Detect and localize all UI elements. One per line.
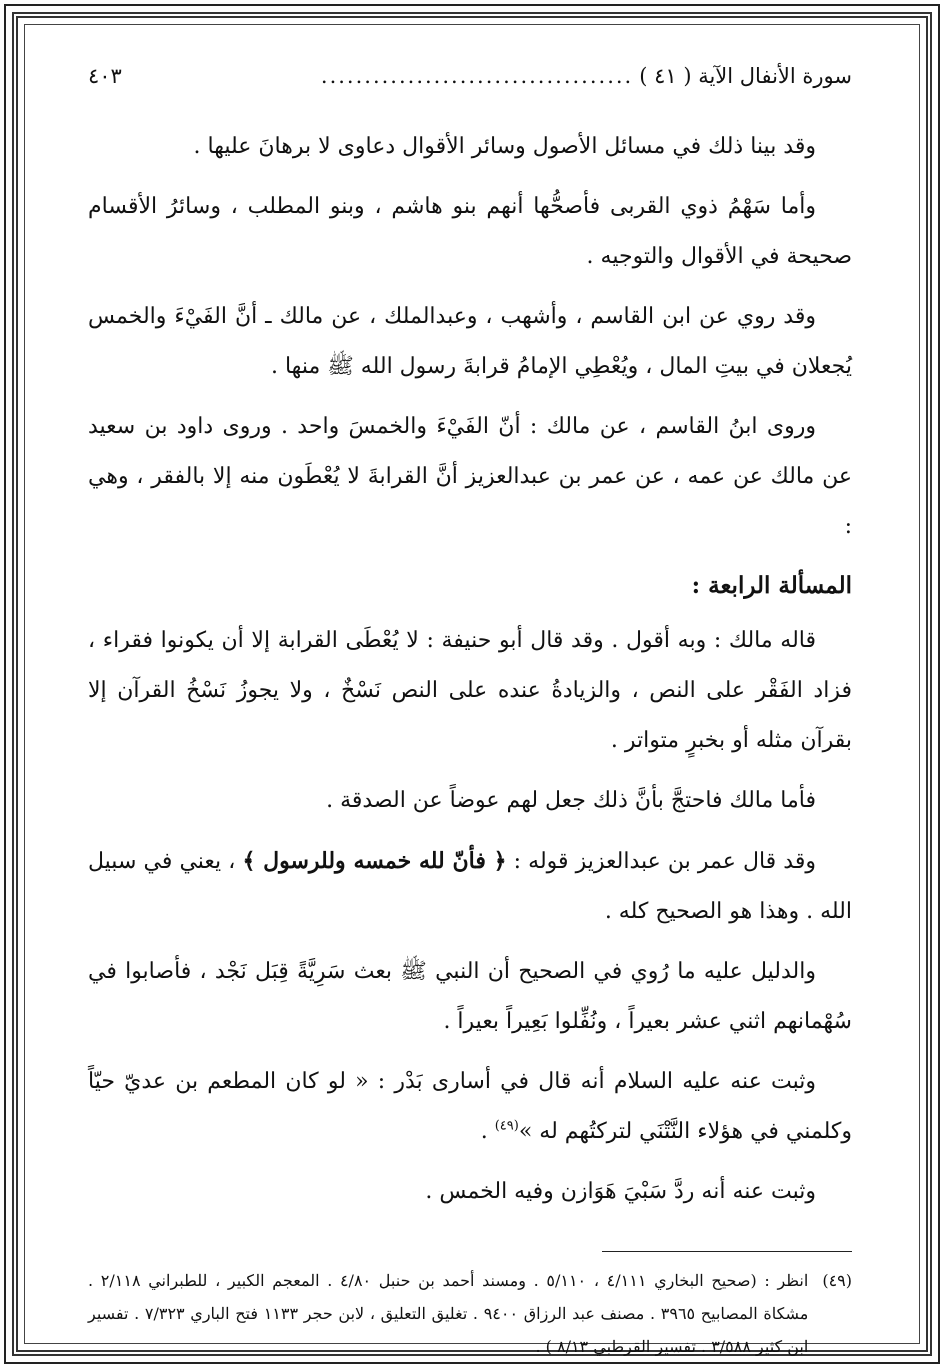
footnote — [88, 1264, 852, 1363]
header-dots: .................................... — [320, 64, 634, 88]
page-number: ٤٠٣ — [88, 64, 122, 88]
quran-intro: وقد قال عمر بن عبدالعزيز قوله : — [506, 849, 816, 874]
quran-outro: ، يعني في سبيل الله . وهذا هو الصحيح كله . — [88, 849, 852, 924]
header-title: سورة الأنفال الآية ( ٤١ ) — [639, 64, 852, 88]
paragraph-1: وقد بينا ذلك في مسائل الأصول وسائر الأقوال دعاوى لا برهانَ عليها . — [193, 134, 816, 159]
footnote-text: انظر : (صحيح البخاري ٤/١١١ ، ٥/١١٠ . ومسند أحمد بن حنبل ٤/٨٠ . المعجم الكبير ، للطبراني ٢/١١٨ . مشكاة المصابيح ٣٩٦٥ . مصنف عبد الرزاق ٩٤٠٠ . تغليق التعليق ، لابن حجر ١١٣٣ فتح الباري ٧/٣٢٣ . تفسير ابن كثير ٣/٥٨٨ . تفسير القرطبي ٨/١٣ ) . — [88, 1271, 809, 1356]
footnote-mark[interactable]: (٤٩) — [494, 1118, 519, 1134]
paragraph-last: وثبت عنه أنه ردَّ سَبْيَ هَوَازن وفيه الخمس . — [425, 1179, 816, 1204]
paragraph-5: قاله مالك : وبه أقول . وقد قال أبو حنيفة : لا يُعْطَى القرابة إلا أن يكونوا فقراء ، فزاد الفَقْر على النص ، والزيادةُ عنده على النص نَسْخٌ ، ولا يجوزُ نَسْخُ القرآن إلا بقرآن مثله أو بخبرٍ متواتر . — [88, 628, 852, 753]
page-content — [88, 56, 852, 1363]
hadith-text: وثبت عنه عليه السلام أنه قال في أسارى بَدْر : « لو كان المطعم بن عديّ حيّاً وكلمني في هؤلاء النَّتْنَي لتركتُهم له » — [88, 1069, 852, 1144]
section-heading: المسألة الرابعة : — [691, 572, 852, 599]
paragraph-quran — [88, 836, 852, 937]
paragraph-7: والدليل عليه ما رُوي في الصحيح أن النبي ﷺ بعث سَرِيَّةً قِبَل نَجْد ، فأصابوا في سُهْمانهم اثني عشر بعيراً ، ونُفِّلوا بَعِيراً بعيراً . — [88, 959, 852, 1034]
paragraph-2: وأما سَهْمُ ذوي القربى فأصحُّها أنهم بنو هاشم ، وبنو المطلب ، وسائرُ الأقسام صحيحة في الأقوال والتوجيه . — [88, 194, 852, 269]
paragraph-6: فأما مالك فاحتجَّ بأنَّ ذلك جعل لهم عوضاً عن الصدقة . — [326, 788, 816, 813]
paragraph-4: وروى ابنُ القاسم ، عن مالك : أنّ الفَيْءَ والخمسَ واحد . وروى داود بن سعيد عن مالك عن عمه ، عن عمر بن عبدالعزيز أنَّ القرابةَ لا يُعْطَون منه إلا بالفقر ، وهي : — [88, 414, 852, 539]
paragraph-3: وقد روي عن ابن القاسم ، وأشهب ، وعبدالملك ، عن مالك ـ أنَّ الفَيْءَ والخمس يُجعلان في بيتِ المال ، ويُعْطِي الإمامُ قرابةَ رسول الله ﷺ منها . — [88, 304, 852, 379]
footnote-divider — [602, 1251, 852, 1252]
hadith-end: . — [480, 1119, 495, 1144]
paragraph-footnoted — [88, 1057, 852, 1157]
running-header — [88, 56, 852, 96]
footnote-number: (٤٩) — [822, 1271, 852, 1290]
quran-quote: ﴿ فأنّ لله خمسه وللرسول ﴾ — [242, 848, 507, 874]
